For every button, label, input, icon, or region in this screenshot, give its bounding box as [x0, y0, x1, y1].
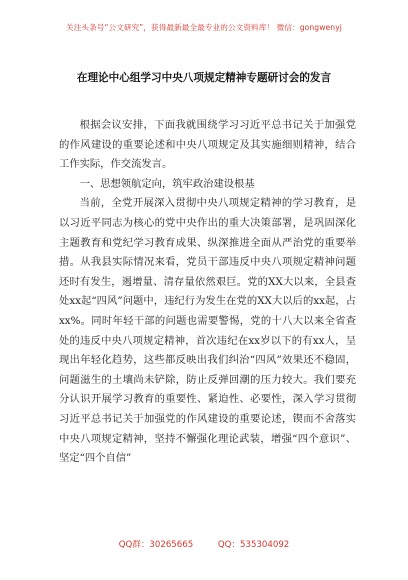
paragraph-main: 当前，全党开展深入贯彻中央八项规定精神的学习教育，是以习近平同志为核心的党中央作出的重大决策部署，是巩固深化主题教育和党纪学习教育成果、纵深推进全面从严治党的重要举措。从我县实际情况来看，党员干部违反中央八项规定精神问题还时有发生，遏增量、清存量依然艰巨。党的XX大以来，全县查处xx起“四风”问题中，违纪行为发生在党的XX大以后的xx起，占xx%。同时年轻干部的问题也需要警惕，党的十八大以来全省查处的违反中央八项规定精神，首次违纪在xx岁以下的有xx人，呈现出年轻化趋势，这些都反映出我们纠治“四风”效果还不稳固，问题滋生的土壤尚未铲除，防止反弹回潮的压力较大。我们要充分认识开展学习教育的重要性、紧迫性、必要性，深入学习贯彻习近平总书记关于加强党的作风建设的重要论述，锲而不舍落实中央八项规定精神，坚持不懈强化理论武装，增强“四个意识”、坚定“四个自信” [59, 197, 356, 465]
footer-contacts [0, 538, 408, 550]
document-title: 在理论中心组学习中央八项规定精神专题研讨会的发言 [76, 72, 332, 84]
document-body [59, 116, 356, 469]
qq-group-label: QQ群：30265665 [118, 540, 194, 550]
section-heading: 一、思想领航定向，筑牢政治建设根基 [79, 177, 255, 190]
paragraph-intro: 根据会议安排，下面我就围绕学习习近平总书记关于加强党的作风建设的重要论述和中央八项规定及其实施细则精神，结合工作实际，作交流发言。 [59, 119, 356, 171]
promo-banner: 关注头条号“公文研究”，获得最新最全最专业的公文资料库！ 微信：gongwenyj [66, 23, 342, 32]
qq-number-label: QQ：535304092 [217, 540, 290, 550]
